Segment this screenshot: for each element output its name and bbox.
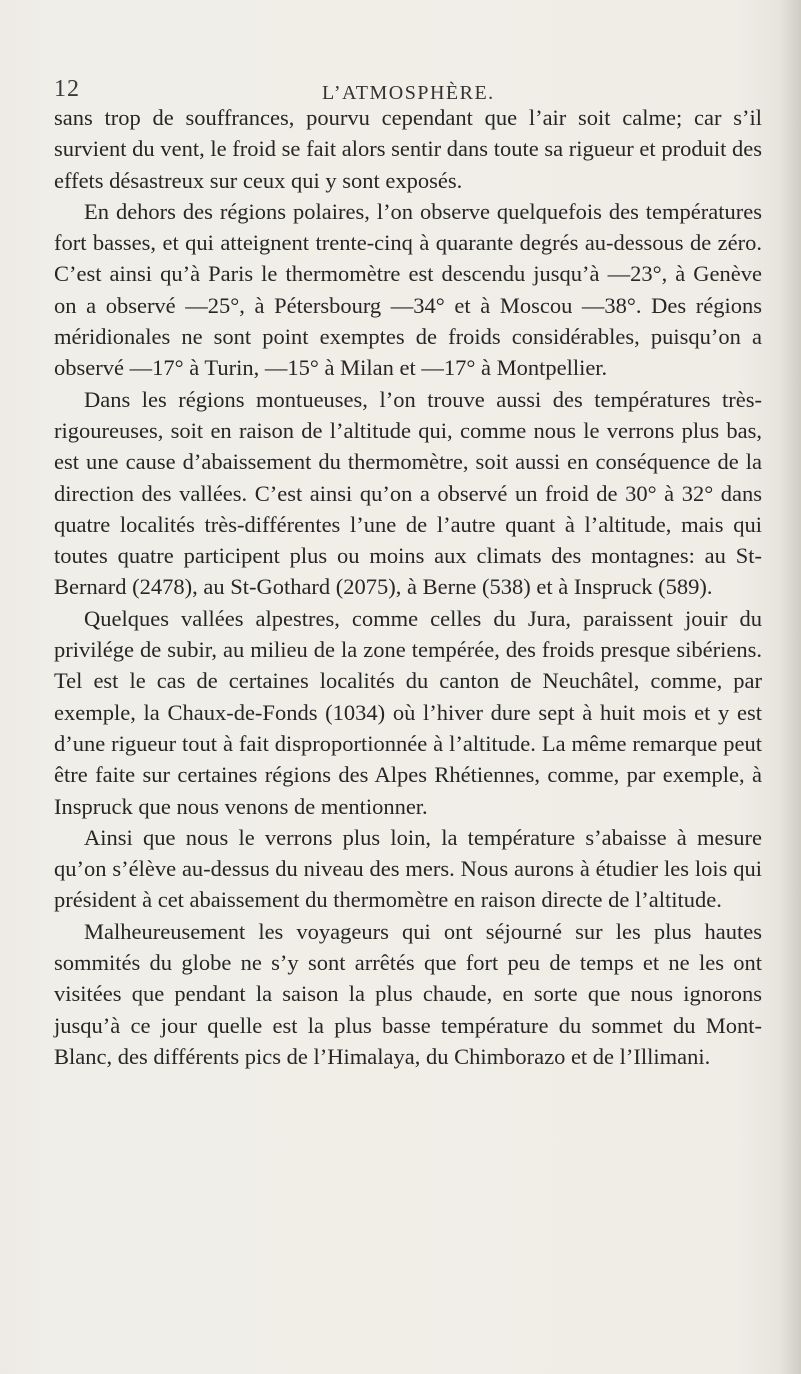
paragraph: sans trop de souffrances, pourvu cependant que l’air soit calme; car s’il survient du vent, le froid se fait alors sentir dans toute sa rigueur et produit des effets désastreux sur ceux qui y sont exposés. [54, 105, 762, 193]
running-head: L’ATMOSPHÈRE. [322, 82, 495, 104]
paragraph: Ainsi que nous le verrons plus loin, la température s’abaisse à mesure qu’on s’élève au-dessus du niveau des mers. Nous aurons à étudier les lois qui président à cet abaissement du thermomètre en raison directe de l’altitude. [54, 824, 762, 913]
body-text [54, 102, 762, 1072]
paragraph: Malheureusement les voyageurs qui ont séjourné sur les plus hautes sommités du globe ne s’y sont arrêtés que fort peu de temps et ne les ont visitées que pendant la saison la plus chaude, en sorte que nous ignorons jusqu’à ce jour quelle est la plus basse température du sommet du Mont-Blanc, des différents pics de l’Himalaya, du Chimborazo et de l’Illimani. [54, 918, 762, 1069]
paragraph: En dehors des régions polaires, l’on observe quelquefois des températures fort basses, et qui atteignent trente-cinq à quarante degrés au-dessous de zéro. C’est ainsi qu’à Paris le thermomètre est descendu jusqu’à —23°, à Genève on a observé —25°, à Pétersbourg —34° et à Moscou —38°. Des régions méridionales ne sont point exemptes de froids considérables, puisqu’on a observé —17° à Turin, —15° à Milan et —17° à Montpellier. [54, 198, 762, 381]
paragraph: Dans les régions montueuses, l’on trouve aussi des températures très-rigoureuses, soit en raison de l’altitude qui, comme nous le verrons plus bas, est une cause d’abaissement du thermomètre, soit aussi en conséquence de la direction des vallées. C’est ainsi qu’on a observé un froid de 30° à 32° dans quatre localités très-différentes l’une de l’autre quant à l’altitude, mais qui toutes quatre participent plus ou moins aux climats des montagnes: au St-Bernard (2478), au St-Gothard (2075), à Berne (538) et à Inspruck (589). [54, 386, 762, 600]
paragraph: Quelques vallées alpestres, comme celles du Jura, paraissent jouir du privilége de subir, au milieu de la zone tempérée, des froids presque sibériens. Tel est le cas de certaines localités du canton de Neuchâtel, comme, par exemple, la Chaux-de-Fonds (1034) où l’hiver dure sept à huit mois et y est d’une rigueur tout à fait disproportionnée à l’altitude. La même remarque peut être faite sur certaines régions des Alpes Rhétiennes, comme, par exemple, à Inspruck que nous venons de mentionner. [54, 605, 762, 819]
page-number: 12 [54, 76, 80, 102]
page-edge-shadow [779, 0, 801, 1374]
